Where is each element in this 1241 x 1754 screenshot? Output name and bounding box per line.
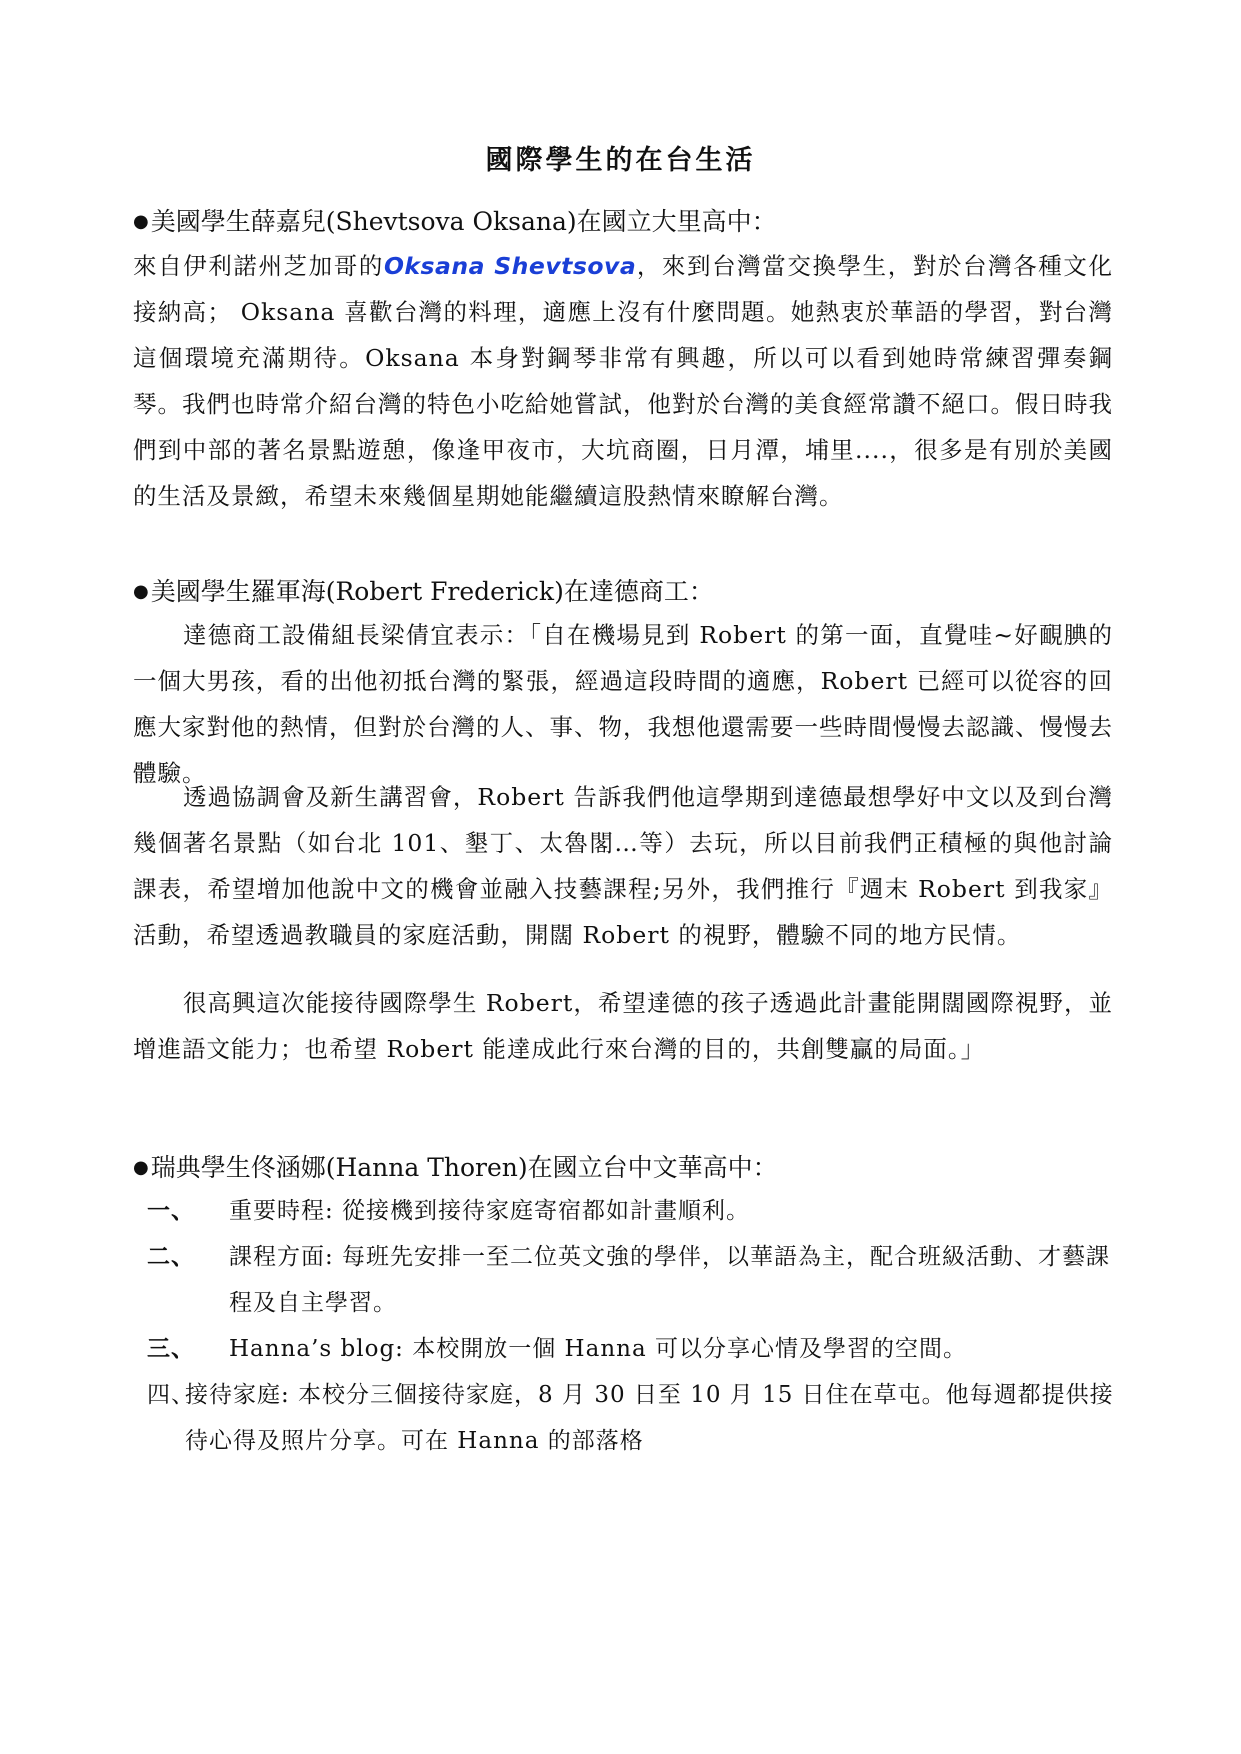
section-heading-oksana: ●美國學生薛嘉兒(Shevtsova Oksana)在國立大里高中： bbox=[133, 207, 777, 236]
paragraph-oksana: 來自伊利諾州芝加哥的Oksana Shevtsova，來到台灣當交換學生，對於台灣各種文化接納高； Oksana 喜歡台灣的料理，適應上沒有什麼問題。她熱衷於華語的學習，對台灣這個環境充滿期待。Oksana 本身對鋼琴非常有興趣，所以可以看到她時常練習彈奏鋼琴。我們也時常介紹台灣的特色小吃給她嘗試，他對於台灣的美食經常讚不絕口。假日時我們到中部的著名景點遊憩，像逢甲夜市，大坑商圈，日月潭，埔里....，很多是有別於美國的生活及景緻，希望未來幾個星期她能繼續這股熱情來瞭解台灣。 bbox=[133, 252, 1113, 510]
list-item: 四、 接待家庭: 本校分三個接待家庭，8 月 30 日至 10 月 15 日住在草屯。他每週都提供接待心得及照片分享。可在 Hanna 的部落格 bbox=[147, 1382, 1114, 1454]
paragraph-robert-1: 達德商工設備組長梁倩宜表示：「自在機場見到 Robert 的第一面，直覺哇~好靦腆的一個大男孩，看的出他初抵台灣的緊張，經過這段時間的適應，Robert 已經可以從容的回應大家對他的熱情，但對於台灣的人、事、物，我想他還需要一些時間慢慢去認識、慢慢去體驗。 bbox=[133, 621, 1113, 787]
paragraph-robert-2: 透過協調會及新生講習會，Robert 告訴我們他這學期到達德最想學好中文以及到台灣幾個著名景點（如台北 101、墾丁、太魯閣…等）去玩，所以目前我們正積極的與他討論課表，希望增加他說中文的機會並融入技藝課程;另外，我們推行『週末 Robert 到我家』活動，希望透過教職員的家庭活動，開闊 Robert 的視野，體驗不同的地方民情。 bbox=[133, 783, 1113, 949]
list-item: 一、 重要時程: 從接機到接待家庭寄宿都如計畫順利。 bbox=[147, 1197, 751, 1224]
section-heading-robert: ●美國學生羅軍海(Robert Frederick)在達德商工： bbox=[133, 577, 714, 606]
highlighted-name: Oksana Shevtsova bbox=[383, 252, 637, 280]
bullet-icon: ● bbox=[133, 1157, 149, 1178]
hanna-list bbox=[133, 1188, 1123, 1464]
list-item: 二、 課程方面: 每班先安排一至二位英文強的學伴，以華語為主，配合班級活動、才藝課程及自主學習。 bbox=[147, 1243, 1111, 1316]
document-title: 國際學生的在台生活 bbox=[485, 145, 756, 176]
section-heading-hanna: ●瑞典學生佟涵娜(Hanna Thoren)在國立台中文華高中： bbox=[133, 1153, 778, 1182]
list-item: 三、 Hanna’s blog: 本校開放一個 Hanna 可以分享心情及學習的空間。 bbox=[147, 1335, 967, 1362]
bullet-icon: ● bbox=[133, 211, 149, 232]
bullet-icon: ● bbox=[133, 581, 149, 602]
paragraph-robert-3: 很高興這次能接待國際學生 Robert，希望達德的孩子透過此計畫能開闊國際視野，並增進語文能力；也希望 Robert 能達成此行來台灣的目的，共創雙贏的局面。」 bbox=[133, 989, 1113, 1063]
